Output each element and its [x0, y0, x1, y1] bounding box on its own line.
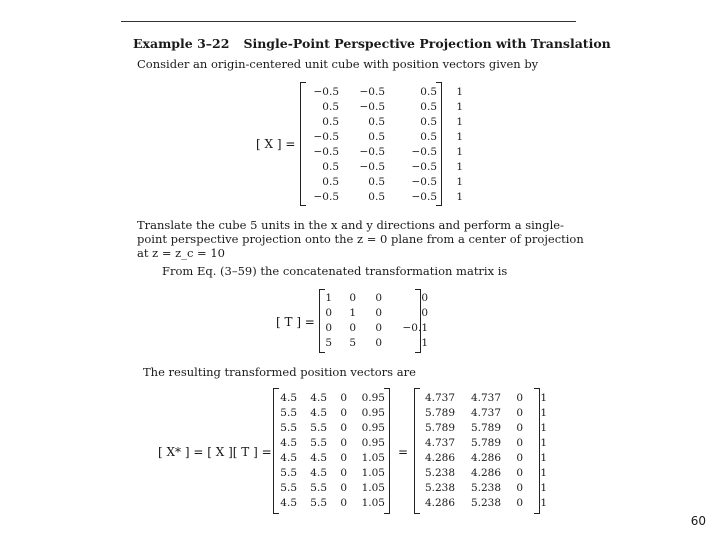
matrix-t-label: [ T ] =	[276, 315, 315, 329]
matrix-xstar-cell: 5.238	[470, 482, 501, 494]
matrix-xt-cell: 0	[340, 407, 347, 419]
matrix-xstar-cell: 5.238	[424, 467, 455, 479]
matrix-xt-cell: 0	[340, 482, 347, 494]
matrix-xstar-cell: 1	[540, 422, 547, 434]
matrix-t	[323, 291, 429, 351]
matrix-xt-cell: 1.05	[361, 497, 385, 509]
matrix-xstar-cell: 0	[516, 437, 523, 449]
matrix-xt-cell: 5.5	[310, 422, 327, 434]
matrix-x-cell: −0.5	[411, 176, 437, 188]
matrix-xt-cell: 4.5	[280, 437, 297, 449]
matrix-t-cell: 0	[349, 322, 356, 334]
matrix-xstar-cell: 4.286	[470, 467, 501, 479]
matrix-xt-cell: 0	[340, 497, 347, 509]
matrix-xt-cell: 5.5	[310, 437, 327, 449]
matrix-xt-cell: 1.05	[361, 467, 385, 479]
matrix-x-label: [ X ] =	[256, 137, 296, 151]
resulting-line: The resulting transformed position vectors are	[143, 365, 416, 379]
matrix-x-cell: −0.5	[359, 101, 385, 113]
matrix-x-cell: 0.5	[322, 161, 339, 173]
matrix-xt-cell: 4.5	[280, 497, 297, 509]
translate-line-2: point perspective projection onto the z = 0 plane from a center of projection	[137, 232, 584, 246]
matrix-x-cell: −0.5	[359, 161, 385, 173]
matrix-xt	[278, 391, 386, 511]
matrix-xstar-cell: 1	[540, 392, 547, 404]
matrix-xt-cell: 0	[340, 452, 347, 464]
matrix-xstar-cell: 4.286	[424, 452, 455, 464]
matrix-xstar-cell: 0	[516, 392, 523, 404]
matrix-xt-cell: 5.5	[280, 482, 297, 494]
matrix-xstar-cell: 5.789	[470, 437, 501, 449]
matrix-x-cell: −0.5	[313, 131, 339, 143]
matrix-x-cell: 0.5	[322, 116, 339, 128]
matrix-xt-right-bracket	[384, 388, 390, 514]
matrix-xstar-cell: 5.789	[470, 422, 501, 434]
matrix-t-right-bracket	[415, 289, 421, 353]
matrix-xt-cell: 1.05	[361, 482, 385, 494]
matrix-x-cell: 1	[456, 86, 463, 98]
matrix-t-cell: 0	[375, 292, 382, 304]
matrix-x-cell: −0.5	[313, 146, 339, 158]
matrix-xt-cell: 4.5	[280, 392, 297, 404]
matrix-xt-cell: 0	[340, 422, 347, 434]
example-title: Single-Point Perspective Projection with Translation	[243, 36, 611, 51]
matrix-x-cell: 0.5	[420, 101, 437, 113]
matrix-xt-cell: 5.5	[280, 422, 297, 434]
matrix-xstar-cell: 4.737	[424, 392, 455, 404]
matrix-xstar-cell: 1	[540, 482, 547, 494]
top-rule	[121, 21, 576, 22]
matrix-t-cell: 0	[325, 307, 332, 319]
matrix-x-cell: 1	[456, 116, 463, 128]
matrix-xt-cell: 4.5	[310, 392, 327, 404]
matrix-x-cell: 1	[456, 176, 463, 188]
matrix-x-cell: 1	[456, 161, 463, 173]
matrix-xstar-cell: 0	[516, 497, 523, 509]
matrix-t-cell: 5	[349, 337, 356, 349]
matrix-t-cell: 1	[421, 337, 428, 349]
matrix-xt-cell: 1.05	[361, 452, 385, 464]
matrix-t-cell: 0	[375, 307, 382, 319]
matrix-t-cell: 0	[421, 307, 428, 319]
matrix-xstar-cell: 0	[516, 422, 523, 434]
translate-line-3: at z = z_c = 10	[137, 246, 225, 260]
matrix-x-cell: 0.5	[322, 176, 339, 188]
matrix-x-cell: 0.5	[420, 86, 437, 98]
matrix-xt-cell: 5.5	[310, 497, 327, 509]
matrix-t-cell: 0	[325, 322, 332, 334]
matrix-x-cell: 0.5	[420, 131, 437, 143]
matrix-xstar-cell: 4.737	[424, 437, 455, 449]
matrix-t-cell: 0	[349, 292, 356, 304]
matrix-t-cell: 1	[349, 307, 356, 319]
matrix-xt-cell: 4.5	[280, 452, 297, 464]
matrix-xstar-cell: 1	[540, 452, 547, 464]
matrix-xstar-cell: 4.737	[470, 392, 501, 404]
matrix-x-cell: 1	[456, 146, 463, 158]
matrix-xstar-cell: 4.737	[470, 407, 501, 419]
matrix-x-cell: 1	[456, 131, 463, 143]
matrix-x-cell: −0.5	[359, 86, 385, 98]
matrix-xstar-cell: 1	[540, 497, 547, 509]
matrix-xt-cell: 4.5	[310, 452, 327, 464]
matrix-xstar-cell: 5.789	[424, 407, 455, 419]
matrix-xstar-cell: 4.286	[470, 452, 501, 464]
matrix-x-cell: 0.5	[322, 101, 339, 113]
matrix-xt-cell: 0.95	[361, 437, 385, 449]
matrix-xstar-cell: 4.286	[424, 497, 455, 509]
matrix-xt-cell: 4.5	[310, 407, 327, 419]
matrix-x-cell: 0.5	[368, 131, 385, 143]
matrix-xt-cell: 0.95	[361, 407, 385, 419]
matrix-x-cell: 0.5	[368, 191, 385, 203]
matrix-x-cell: 1	[456, 101, 463, 113]
matrix-xt-cell: 5.5	[280, 407, 297, 419]
matrix-xstar-cell: 1	[540, 437, 547, 449]
page-number: 60	[690, 514, 706, 528]
matrix-xt-cell: 0	[340, 467, 347, 479]
matrix-t-cell: 0	[375, 322, 382, 334]
matrix-xstar-cell: 5.238	[424, 482, 455, 494]
matrix-t-cell: 0	[375, 337, 382, 349]
matrix-t-cell: 1	[325, 292, 332, 304]
matrix-xstar-cell: 0	[516, 452, 523, 464]
matrix-t-cell: 0	[421, 292, 428, 304]
matrix-x-cell: −0.5	[411, 161, 437, 173]
matrix-x-cell: 0.5	[368, 176, 385, 188]
matrix-xstar-cell: 5.789	[424, 422, 455, 434]
equals-sign: =	[398, 445, 409, 459]
example-heading	[133, 36, 611, 51]
matrix-xt-cell: 5.5	[310, 482, 327, 494]
matrix-x-cell: 0.5	[420, 116, 437, 128]
matrix-x-cell: −0.5	[411, 191, 437, 203]
matrix-xstar-label: [ X* ] = [ X ][ T ] =	[158, 445, 272, 459]
matrix-xt-cell: 0	[340, 437, 347, 449]
matrix-xstar-cell: 1	[540, 407, 547, 419]
matrix-xstar-right-bracket	[534, 388, 540, 514]
matrix-x-right-bracket	[436, 82, 442, 206]
translate-line-1: Translate the cube 5 units in the x and y directions and perform a single-	[137, 218, 564, 232]
matrix-t-cell: 5	[325, 337, 332, 349]
matrix-x-cell: −0.5	[359, 146, 385, 158]
example-number: Example 3–22	[133, 36, 230, 51]
matrix-xstar-cell: 0	[516, 482, 523, 494]
matrix-xt-cell: 0.95	[361, 422, 385, 434]
matrix-xt-cell: 0.95	[361, 392, 385, 404]
matrix-xstar-cell: 5.238	[470, 497, 501, 509]
matrix-xstar-cell: 1	[540, 467, 547, 479]
from-eq-line: From Eq. (3–59) the concatenated transformation matrix is	[162, 264, 508, 278]
matrix-xt-cell: 4.5	[310, 467, 327, 479]
matrix-xt-cell: 5.5	[280, 467, 297, 479]
matrix-xt-cell: 0	[340, 392, 347, 404]
matrix-xstar-cell: 0	[516, 467, 523, 479]
matrix-xstar	[420, 391, 548, 511]
intro-paragraph: Consider an origin-centered unit cube with position vectors given by	[137, 57, 539, 71]
matrix-xstar-cell: 0	[516, 407, 523, 419]
matrix-x-cell: 1	[456, 191, 463, 203]
matrix-x-cell: −0.5	[313, 191, 339, 203]
matrix-t-cell: −0.1	[402, 322, 428, 334]
matrix-x-cell: 0.5	[368, 116, 385, 128]
matrix-x-cell: −0.5	[313, 86, 339, 98]
matrix-x-cell: −0.5	[411, 146, 437, 158]
